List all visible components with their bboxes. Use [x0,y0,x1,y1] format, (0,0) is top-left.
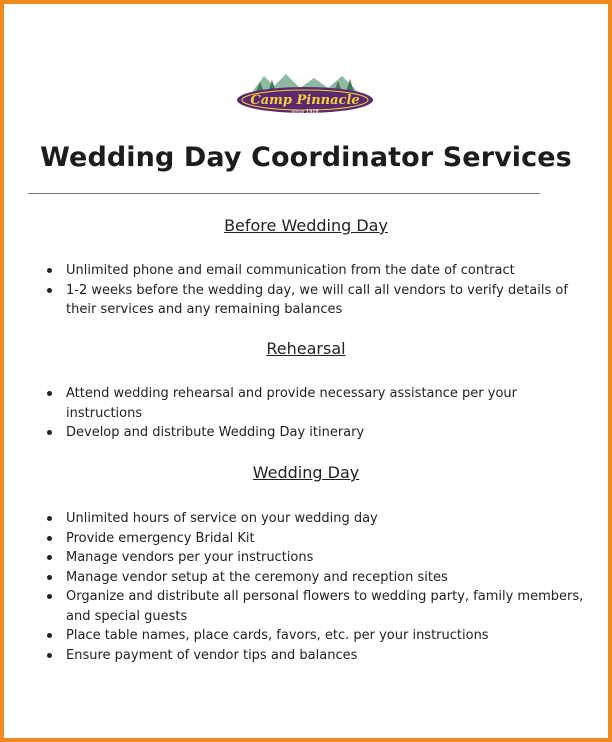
before-wedding-day-list [40,261,585,320]
list-item: Develop and distribute Wedding Day itinerary [40,423,585,443]
list-item: Provide emergency Bridal Kit [40,529,585,549]
list-item: 1-2 weeks before the wedding day, we will call all vendors to verify details of their services and any remaining balances [40,281,585,320]
section-heading-before-wedding-day: Before Wedding Day [224,216,388,235]
list-item: Manage vendor setup at the ceremony and reception sites [40,568,585,588]
section-heading-rehearsal: Rehearsal [266,339,346,358]
list-item: Place table names, place cards, favors, etc. per your instructions [40,626,585,646]
logo-subtext: since 1928 [291,109,319,115]
camp-pinnacle-logo [234,70,376,118]
section-heading-wedding-day: Wedding Day [252,463,360,482]
page-title: Wedding Day Coordinator Services [40,142,572,173]
list-item: Unlimited hours of service on your wedding day [40,509,585,529]
rehearsal-list [40,384,585,443]
title-divider [28,193,540,194]
logo-text: Camp Pinnacle [250,93,360,108]
list-item: Organize and distribute all personal flowers to wedding party, family members, and special guests [40,587,585,626]
list-item: Ensure payment of vendor tips and balances [40,646,585,666]
list-item: Manage vendors per your instructions [40,548,585,568]
wedding-day-list [40,509,585,665]
list-item: Unlimited phone and email communication from the date of contract [40,261,585,281]
list-item: Attend wedding rehearsal and provide necessary assistance per your instructions [40,384,585,423]
